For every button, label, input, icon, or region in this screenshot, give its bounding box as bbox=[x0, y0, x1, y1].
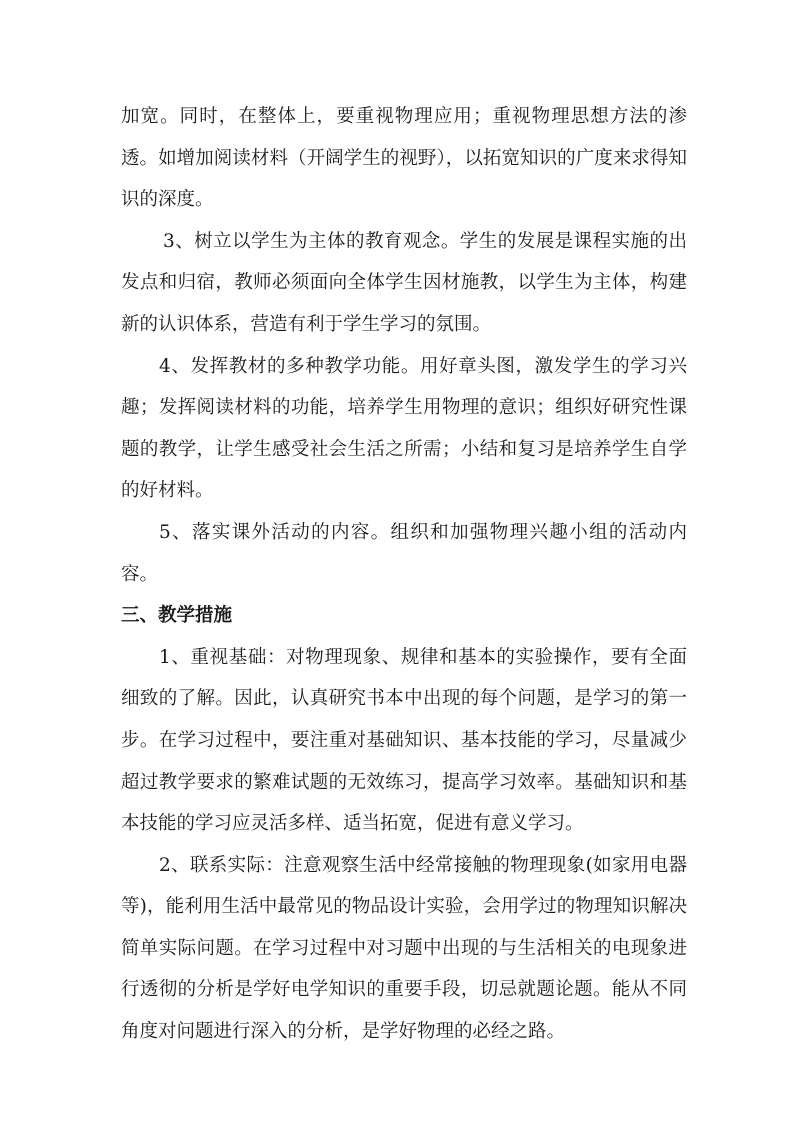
paragraph-textbook-functions: 4、发挥教材的多种教学功能。用好章头图，激发学生的学习兴趣；发挥阅读材料的功能，培养学生用物理的意识；组织好研究性课题的教学，让学生感受社会生活之所需；小结和复习是培养学生自学的好材料。 bbox=[121, 355, 687, 502]
paragraph-extracurricular: 5、落实课外活动的内容。组织和加强物理兴趣小组的活动内容。 bbox=[121, 521, 687, 585]
paragraph-continuation: 加宽。同时，在整体上，要重视物理应用；重视物理思想方法的渗透。如增加阅读材料（开阔学生的视野），以拓宽知识的广度来求得知识的深度。 bbox=[121, 106, 687, 211]
document-body bbox=[121, 96, 687, 1053]
paragraph-connect-practice: 2、联系实际：注意观察生活中经常接触的物理现象(如家用电器等)，能利用生活中最常见的物品设计实验，会用学过的物理知识解决简单实际问题。在学习过程中对习题中出现的与生活相关的电现象进行透彻的分析是学好电学知识的重要手段，切忌就题论题。能从不同角度对问题进行深入的分析，是学好物理的必经之路。 bbox=[121, 854, 687, 1043]
section-heading-teaching-measures: 三、教学措施 bbox=[121, 605, 233, 627]
paragraph-student-centered: 3、树立以学生为主体的教育观念。学生的发展是课程实施的出发点和归宿，教师必须面向全体学生因材施教，以学生为主体，构建新的认识体系，营造有利于学生学习的氛围。 bbox=[121, 230, 687, 335]
paragraph-emphasize-basics: 1、重视基础：对物理现象、规律和基本的实验操作，要有全面细致的了解。因此，认真研究书本中出现的每个问题，是学习的第一步。在学习过程中，要注重对基础知识、基本技能的学习，尽量减少超过教学要求的繁难试题的无效练习，提高学习效率。基础知识和基本技能的学习应灵活多样、适当拓宽，促进有意义学习。 bbox=[121, 646, 687, 835]
